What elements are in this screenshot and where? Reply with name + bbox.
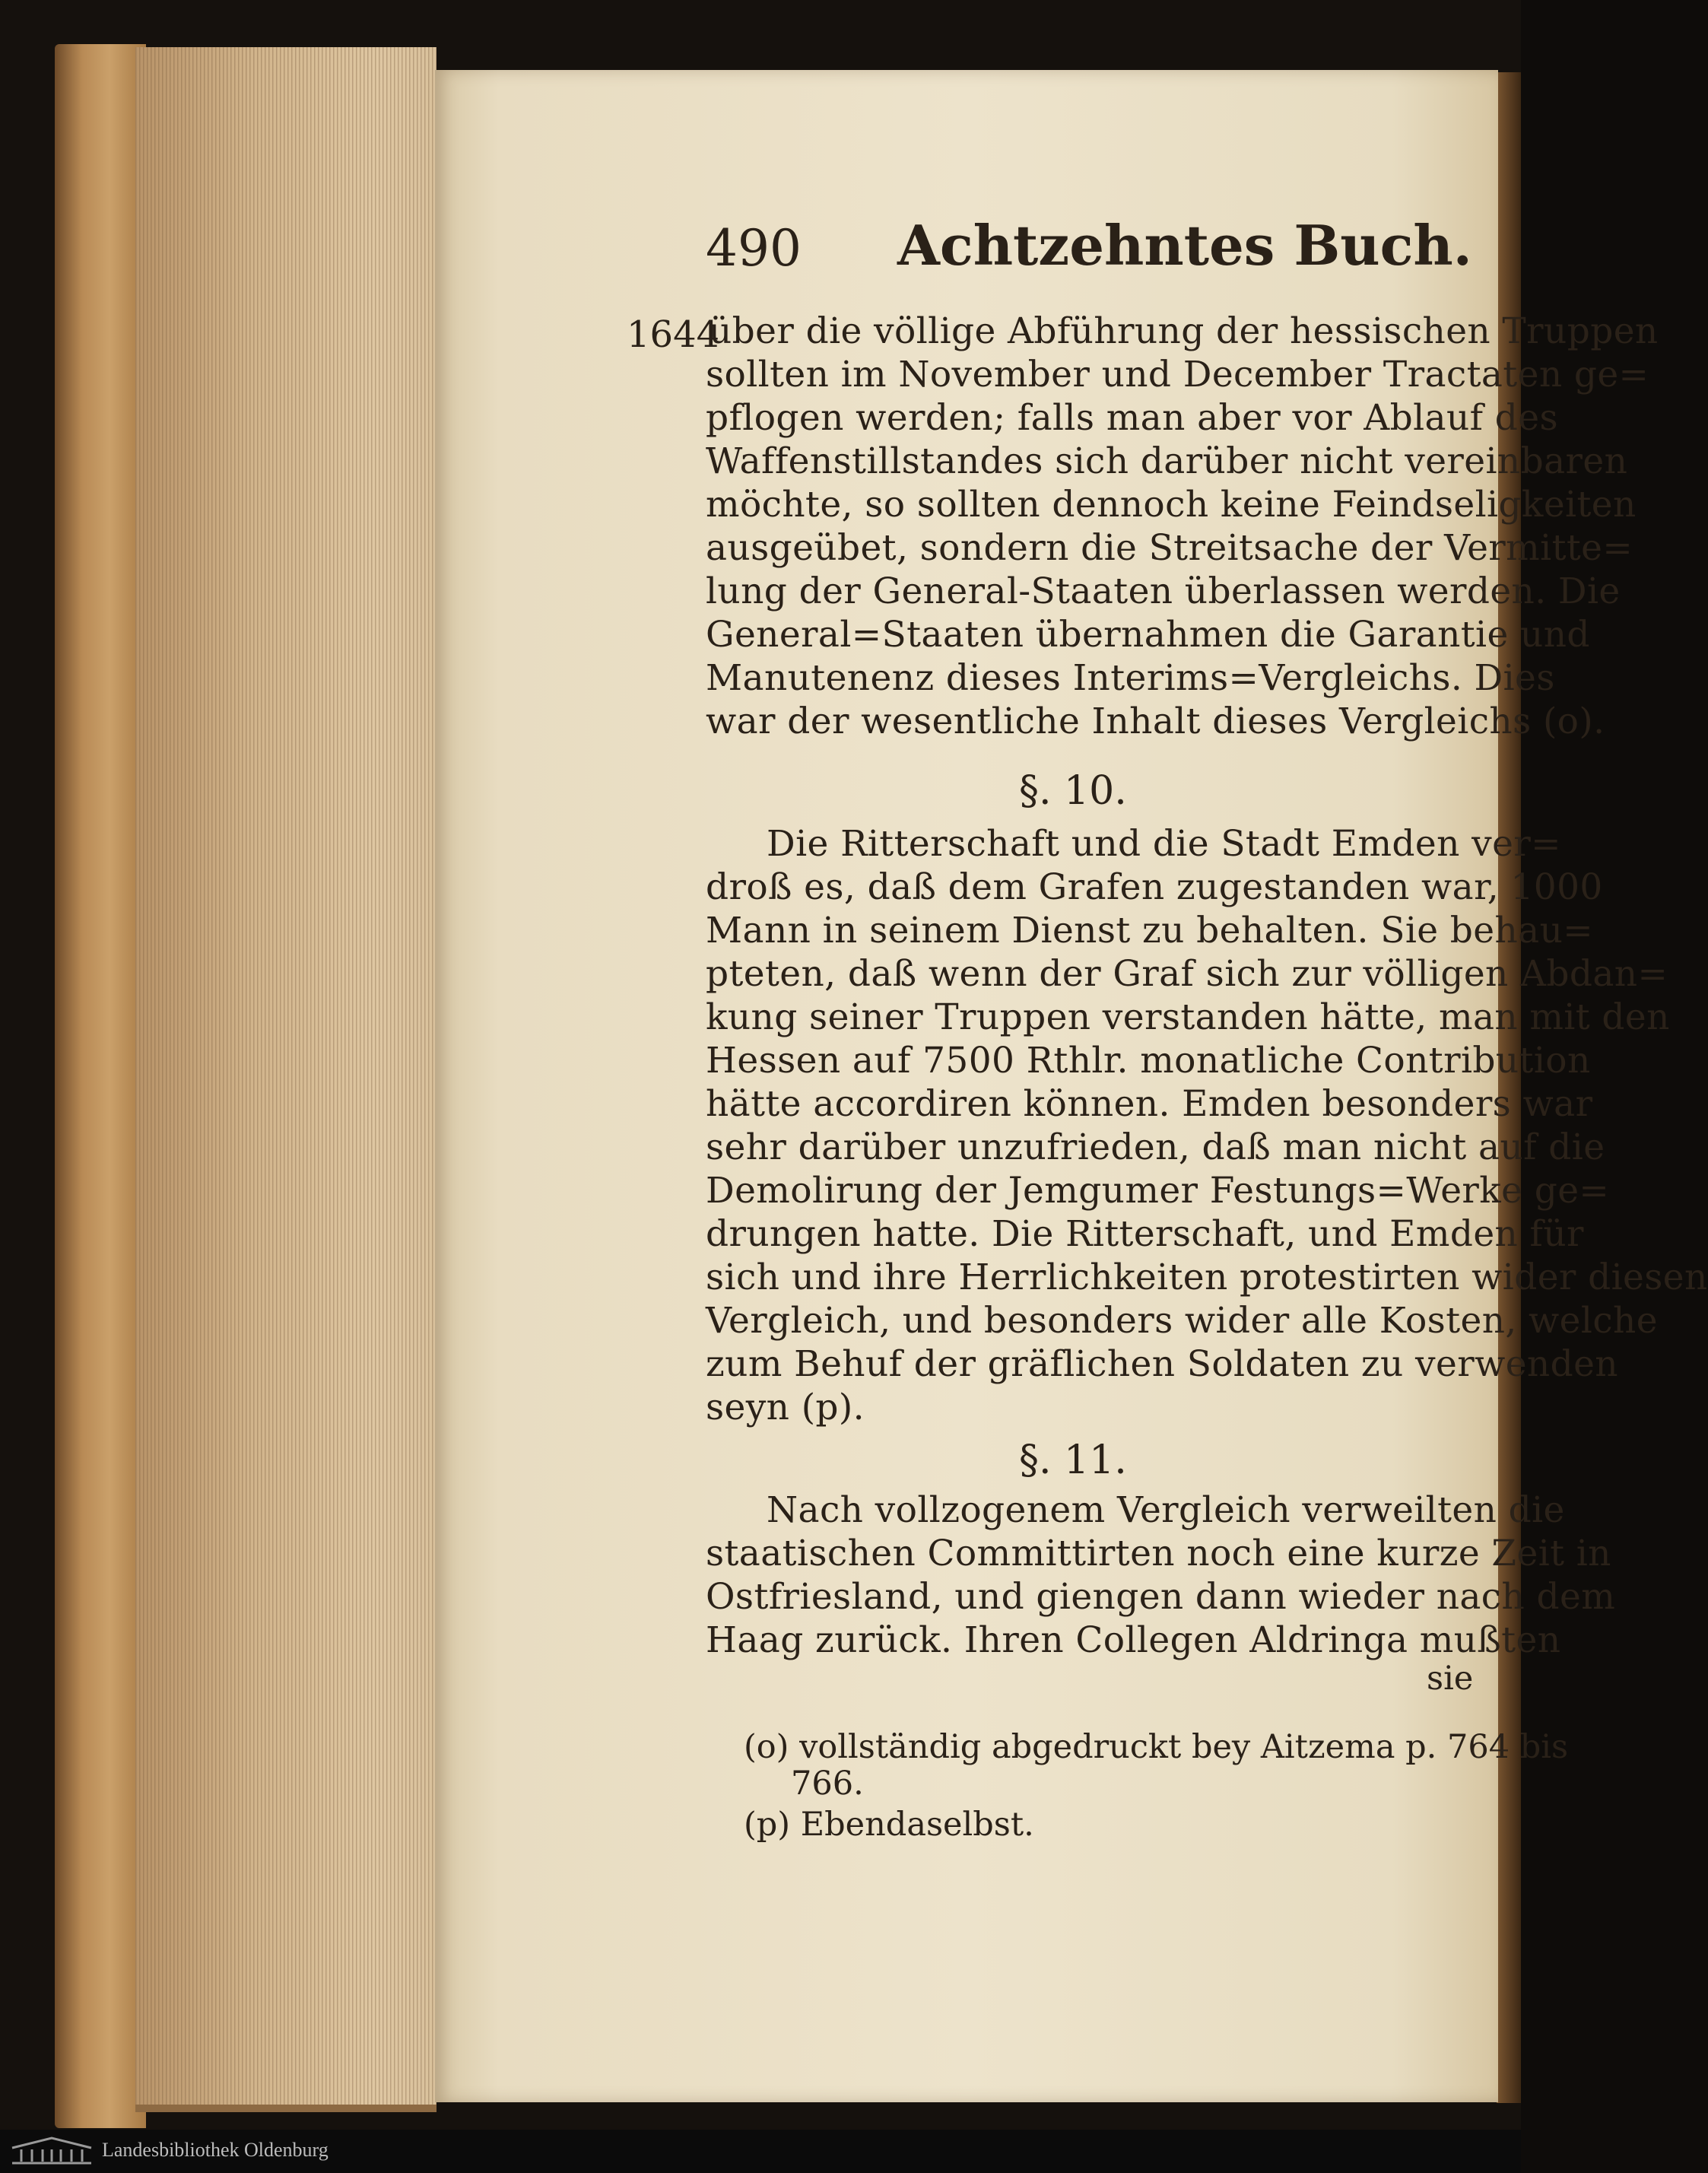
page-number: 490: [706, 219, 802, 278]
text-line: pflogen werden; falls man aber vor Ablauf des: [706, 397, 1559, 439]
footnote-p: (p) Ebendaselbst.: [744, 1806, 1034, 1844]
text-line: Waffenstillstandes sich darüber nicht vereinbaren: [706, 440, 1628, 482]
catchword: sie: [1427, 1660, 1474, 1698]
text-line: kung seiner Truppen verstanden hätte, man mit den: [706, 996, 1670, 1038]
section-heading: §. 11.: [1019, 1438, 1127, 1483]
running-head: Achtzehntes Buch.: [897, 213, 1472, 278]
text-line: pteten, daß wenn der Graf sich zur völligen Abdan=: [706, 953, 1668, 995]
text-line: zum Behuf der gräflichen Soldaten zu verwenden: [706, 1343, 1618, 1385]
text-line: drungen hatte. Die Ritterschaft, und Emden für: [706, 1213, 1584, 1255]
text-line: Ostfriesland, und giengen dann wieder nach dem: [706, 1576, 1616, 1618]
library-name: Landesbibliothek Oldenburg: [102, 2139, 329, 2161]
text-line: Demolirung der Jemgumer Festungs=Werke ge=: [706, 1170, 1610, 1212]
text-line: droß es, daß dem Grafen zugestanden war, 1000: [706, 866, 1603, 908]
book-cover-edge: [55, 44, 146, 2128]
footnote-o: (o) vollständig abgedruckt bey Aitzema p. 764 bis: [744, 1728, 1569, 1766]
text-line: über die völlige Abführung der hessischen Truppen: [709, 310, 1659, 352]
page-block-edges: [135, 47, 437, 2112]
text-line: sollten im November und December Tractaten ge=: [706, 354, 1649, 396]
text-line: hätte accordiren können. Emden besonders war: [706, 1083, 1593, 1125]
text-line: Haag zurück. Ihren Collegen Aldringa mußten: [706, 1619, 1561, 1661]
text-line: möchte, so sollten dennoch keine Feindseligkeiten: [706, 484, 1637, 526]
library-building-icon: [9, 2136, 94, 2166]
section-heading: §. 10.: [1019, 768, 1127, 814]
text-line: Hessen auf 7500 Rthlr. monatliche Contribution: [706, 1040, 1591, 1082]
text-line: sich und ihre Herrlichkeiten protestirten wider diesen: [706, 1256, 1708, 1298]
text-line: Manutenenz dieses Interims=Vergleichs. Dies: [706, 657, 1555, 699]
text-line: staatischen Committirten noch eine kurze Zeit in: [706, 1533, 1611, 1574]
text-line: war der wesentliche Inhalt dieses Vergleichs (o).: [706, 701, 1605, 742]
text-line: Nach vollzogenem Vergleich verweilten die: [767, 1489, 1565, 1531]
text-line: Vergleich, und besonders wider alle Kosten, welche: [706, 1300, 1658, 1342]
text-line: lung der General-Staaten überlassen werden. Die: [706, 570, 1621, 612]
text-line: ausgeübet, sondern die Streitsache der Vermitte=: [706, 527, 1633, 569]
text-line: Mann in seinem Dienst zu behalten. Sie behau=: [706, 910, 1594, 951]
footnote-o-continuation: 766.: [791, 1765, 864, 1803]
text-line: General=Staaten übernahmen die Garantie und: [706, 614, 1590, 656]
text-line: Die Ritterschaft und die Stadt Emden ver=: [767, 823, 1561, 865]
margin-year: 1644: [627, 313, 720, 356]
text-line: seyn (p).: [706, 1387, 865, 1428]
text-line: sehr darüber unzufrieden, daß man nicht auf die: [706, 1126, 1605, 1168]
